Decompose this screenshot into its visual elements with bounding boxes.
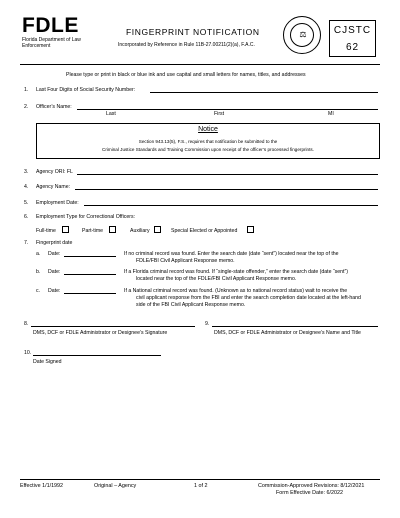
date-a-input[interactable]: [64, 256, 116, 257]
special-elected-checkbox[interactable]: [247, 226, 254, 233]
form-number: 62: [345, 42, 360, 53]
agency-ori-input[interactable]: [77, 174, 378, 175]
name-mi-caption: MI: [328, 111, 334, 117]
auxiliary-label: Auxiliary: [130, 228, 150, 234]
date-b-letter: b.: [36, 269, 41, 275]
footer-original: Original – Agency: [94, 483, 137, 489]
special-elected-label: Special Elected or Appointed: [171, 228, 238, 234]
officer-name-label: Officer’s Name:: [36, 104, 72, 110]
date-c-label: Date:: [48, 288, 61, 294]
agency-name-input[interactable]: [75, 189, 378, 190]
field-9-number: 9.: [205, 321, 210, 327]
date-b-text-1: If a Florida criminal record was found. If “single-state offender,” enter the search date (date “sent”): [124, 269, 348, 275]
date-c-text-3: side of the FBI Civil Applicant Response memo.: [136, 302, 246, 308]
name-first-caption: First: [214, 111, 225, 117]
date-a-label: Date:: [48, 251, 61, 257]
footer-page: 1 of 2: [194, 483, 208, 489]
date-signed-input[interactable]: [33, 355, 161, 356]
field-4-number: 4.: [24, 184, 29, 190]
parttime-label: Part-time: [82, 228, 104, 234]
notice-line-2: Criminal Justice Standards and Training Commission upon receipt of the officer’s processed fingerprints.: [102, 147, 314, 152]
name-last-caption: Last: [106, 111, 116, 117]
auxiliary-checkbox[interactable]: [154, 226, 161, 233]
field-10-number: 10.: [24, 350, 32, 356]
date-a-text-1: If no criminal record was found. Enter the search date (date “sent”) located near the top of the: [124, 251, 339, 257]
notice-box: [36, 123, 380, 159]
agency-name-label: Agency Name:: [36, 184, 71, 190]
date-c-letter: c.: [36, 288, 41, 294]
footer-form-effective: Form Effective Date: 6/2022: [276, 490, 344, 496]
employment-date-input[interactable]: [84, 205, 378, 206]
department-name: Florida Department of Law Enforcement: [22, 37, 81, 49]
footer-divider: [20, 479, 380, 480]
signature-input[interactable]: [31, 326, 195, 327]
officer-name-input[interactable]: [77, 109, 378, 110]
date-c-text-2: civil applicant response from the FBI and enter the search completion date located at the left-hand: [136, 295, 361, 301]
fulltime-checkbox[interactable]: [62, 226, 69, 233]
notice-heading: Notice: [198, 126, 218, 133]
instructions: Please type or print in black or blue ink and use capital and small letters for names, titles, and addresses: [66, 72, 306, 78]
fingerprint-date-label: Fingerprint date: [36, 240, 73, 246]
footer-effective: Effective 1/1/1992: [20, 483, 64, 489]
field-7-number: 7.: [24, 240, 29, 246]
signature-label: DMS, DCF or FDLE Administrator or Designee’s Signature: [33, 330, 168, 336]
field-6-number: 6.: [24, 214, 29, 220]
date-c-text-1: If a National criminal record was found. (Unknown as to national record status) wait to receive the: [124, 288, 348, 294]
date-b-input[interactable]: [64, 274, 116, 275]
fdle-logo: FDLE: [22, 14, 79, 37]
employment-type-label: Employment Type for Correctional Officers:: [36, 214, 135, 220]
date-a-text-2: FDLE/FBI Civil Applicant Response memo.: [136, 258, 235, 264]
incorporated-reference: Incorporated by Reference in Rule 11B-27.00211(2)(a), F.A.C.: [118, 42, 255, 48]
field-3-number: 3.: [24, 169, 29, 175]
field-2-number: 2.: [24, 104, 29, 110]
field-1-number: 1.: [24, 87, 29, 93]
footer-revisions: Commission-Approved Revisions: 8/12/2021: [258, 483, 365, 489]
form-code: CJSTC: [333, 25, 372, 36]
parttime-checkbox[interactable]: [109, 226, 116, 233]
field-8-number: 8.: [24, 321, 29, 327]
form-code-box: [329, 20, 376, 57]
header-divider: [20, 64, 380, 65]
ssn-label: Last Four Digits of Social Security Number:: [36, 87, 136, 93]
date-c-input[interactable]: [64, 293, 116, 294]
date-signed-label: Date Signed: [33, 359, 62, 365]
field-5-number: 5.: [24, 200, 29, 206]
fulltime-label: Full-time: [36, 228, 56, 234]
agency-ori-label: Agency ORI: FL: [36, 169, 73, 175]
form-title: FINGERPRINT NOTIFICATION: [126, 27, 260, 37]
notice-line-1: Section 943.13(5), F.S., requires that notification be submitted to the: [138, 139, 278, 144]
name-title-label: DMS, DCF or FDLE Administrator or Designee’s Name and Title: [214, 330, 361, 336]
date-a-letter: a.: [36, 251, 41, 257]
ssn-input[interactable]: [150, 92, 378, 93]
date-b-text-2: located near the top of the FDLE/FBI Civil Applicant Response memo.: [136, 276, 297, 282]
name-title-input[interactable]: [212, 326, 378, 327]
state-seal-icon: ⚖: [283, 16, 321, 54]
date-b-label: Date:: [48, 269, 61, 275]
employment-date-label: Employment Date:: [36, 200, 79, 206]
